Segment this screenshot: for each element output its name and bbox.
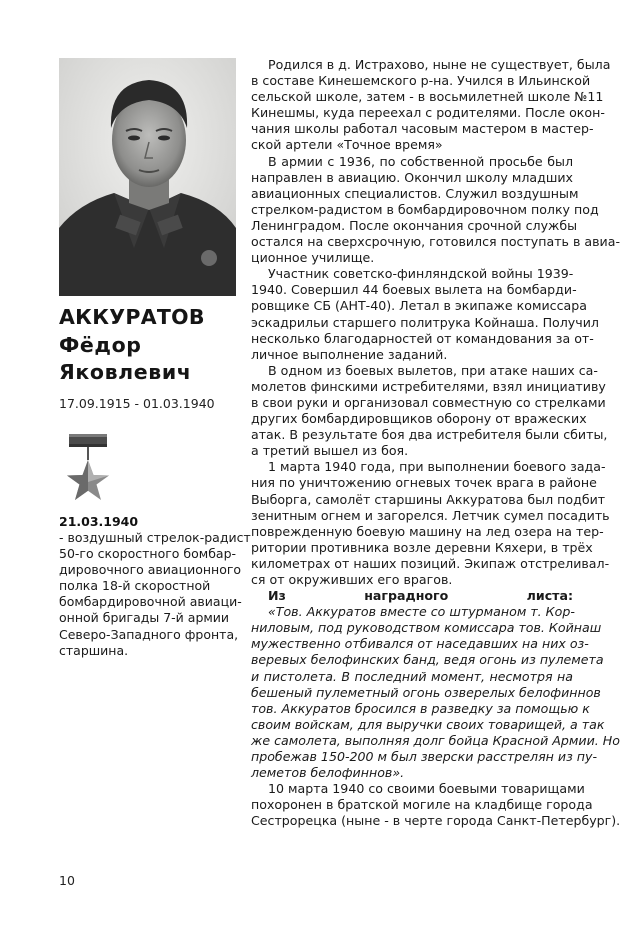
- text-line: стрелком-радистом в бомбардировочном полку под: [251, 201, 599, 217]
- gold-star-medal-icon: [63, 432, 113, 510]
- service-line: - воздушный стрелок-радист: [59, 530, 251, 545]
- text-line: пробежав 150-200 м был зверски расстрелян из пу-: [251, 749, 598, 765]
- text-line: Кинешмы, куда переехал с родителями. После окон-: [251, 105, 605, 121]
- text-line: в составе Кинешемского р-на. Учился в Ильинской: [251, 73, 591, 89]
- text-line: 10 марта 1940 со своими боевыми товарищами: [268, 781, 585, 797]
- service-line: онной бригады 7-й армии: [59, 610, 230, 626]
- text-line: Ленинградом. После окончания срочной службы: [251, 217, 578, 233]
- text-line: атак. В результате боя два истребителя были сбиты,: [251, 427, 608, 443]
- first-name: Фёдор: [59, 332, 142, 357]
- text-line: несколько благодарностей от командования за от-: [251, 330, 594, 346]
- service-line: 50-го скоростного бомбар-: [59, 546, 237, 562]
- text-line: эскадрильи старшего политрука Койнаша. Получил: [251, 314, 599, 330]
- text-line: Родился в д. Истрахово, ныне не существует, была: [268, 57, 611, 72]
- page-number: 10: [59, 873, 75, 888]
- text-line: В одном из боевых вылетов, при атаке наших са-: [268, 362, 598, 378]
- text-line: похоронен в братской могиле на кладбище города: [251, 797, 593, 813]
- text-line: в свои руки и организовал совместную со стрелками: [251, 394, 606, 410]
- service-line: бомбардировочной авиаци-: [59, 594, 242, 610]
- text-line: Выборга, самолёт старшины Аккуратова был подбит: [251, 491, 606, 507]
- text-line: сельской школе, затем - в восьмилетней школе №11: [251, 89, 604, 105]
- text-line: В армии с 1936, по собственной просьбе был: [268, 153, 573, 169]
- text-line: поврежденную боевую машину на лед озера на тер-: [251, 523, 604, 539]
- text-line: ся от окруживших его врагов.: [251, 572, 453, 587]
- text-line: ния по уничтожению огневых точек врага в районе: [251, 475, 597, 491]
- text-line: и пистолета. В последний момент, несмотря на: [251, 668, 573, 684]
- surname: АККУРАТОВ: [59, 305, 205, 329]
- text-line: ционное училище.: [251, 250, 375, 266]
- text-line: зенитным огнем и загорелся. Летчик сумел посадить: [251, 507, 610, 523]
- text-line: бешеный пулеметный огонь озверелых белофиннов: [251, 684, 601, 700]
- text-line: чания школы работал часовым мастером в мастер-: [251, 121, 594, 137]
- text-line: леметов белофиннов».: [251, 765, 405, 781]
- hero-name: [59, 304, 249, 387]
- text-line: 1 марта 1940 года, при выполнении боевого зада-: [268, 459, 606, 475]
- text-line: своим войскам, для выручки своих товарищей, а так: [251, 716, 605, 732]
- text-line: ской артели «Точное время»: [251, 137, 443, 153]
- life-dates: 17.09.1915 - 01.03.1940: [59, 396, 215, 411]
- text-line: авиационных специалистов. Служил воздушным: [251, 185, 579, 201]
- text-line: «Тов. Аккуратов вместе со штурманом т. Кор-: [268, 604, 575, 620]
- text-line: 1940. Совершил 44 боевых вылета на бомбарди-: [251, 282, 577, 298]
- text-line: ритории противника возле деревни Кяхери, в трёх: [251, 539, 593, 555]
- biography-text: [251, 57, 621, 830]
- text-line: ровщике СБ (АНТ-40). Летал в экипаже комиссара: [251, 298, 587, 314]
- service-line: Северо-Западного фронта,: [59, 626, 239, 642]
- patronymic: Яковлевич: [59, 360, 192, 384]
- section-heading: Из наградного листа:: [268, 588, 573, 604]
- text-line: личное выполнение заданий.: [251, 346, 448, 362]
- text-line: других бомбардировщиков оборону от вражеских: [251, 411, 587, 427]
- text-line: тов. Аккуратов бросился в разведку за помощью к: [251, 700, 590, 716]
- portrait-photo: [59, 58, 236, 296]
- text-line: ниловым, под руководством комиссара тов. Койнаш: [251, 620, 602, 636]
- service-line: дировочного авиационного: [59, 562, 242, 578]
- text-line: остался на сверхсрочную, готовился поступать в авиа-: [251, 234, 620, 250]
- text-line: километрах от наших позиций. Экипаж отстреливал-: [251, 555, 610, 571]
- text-line: а третий вышел из боя.: [251, 443, 409, 459]
- text-line: же самолета, выполняя долг бойца Красной Армии. Но: [251, 732, 620, 748]
- award-date: 21.03.1940: [59, 514, 139, 529]
- service-line: полка 18-й скоростной: [59, 578, 211, 594]
- service-line: старшина.: [59, 642, 129, 658]
- text-line: мужественно отбивался от наседавших на них оз-: [251, 636, 589, 652]
- text-line: Сестрорецка (ныне - в черте города Санкт-Петербург).: [251, 813, 621, 829]
- text-line: молетов финскими истребителями, взял инициативу: [251, 378, 606, 394]
- text-line: Участник советско-финляндской войны 1939-: [268, 266, 574, 282]
- text-line: веревых белофинских банд, ведя огонь из пулемета: [251, 652, 604, 668]
- text-line: направлен в авиацию. Окончил школу младших: [251, 169, 573, 185]
- service-description: [59, 530, 251, 659]
